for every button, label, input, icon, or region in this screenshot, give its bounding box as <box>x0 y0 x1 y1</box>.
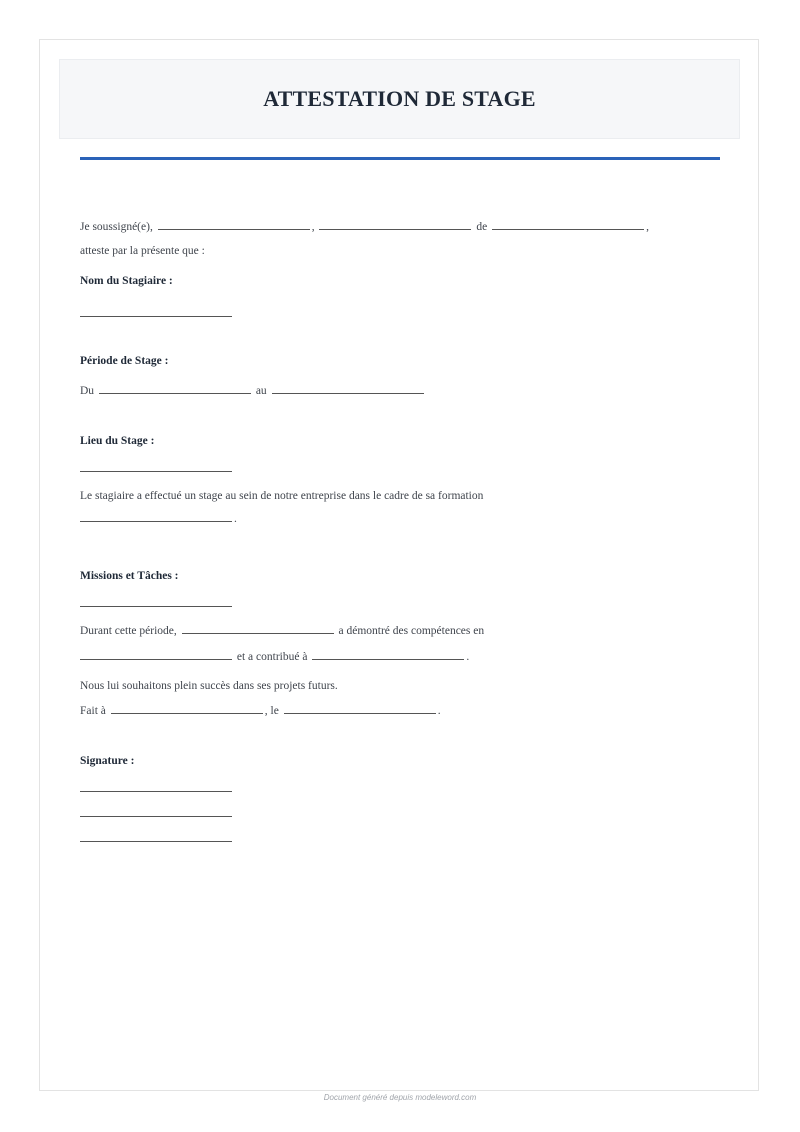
blank-field[interactable] <box>272 383 424 394</box>
fait-line <box>80 703 441 719</box>
signature-line <box>80 806 234 822</box>
blank-field[interactable] <box>80 781 232 792</box>
au-label: au <box>255 385 267 397</box>
blank-field[interactable] <box>80 461 232 472</box>
title-banner <box>59 59 740 139</box>
lieu-line <box>80 461 234 477</box>
blank-field[interactable] <box>80 306 232 317</box>
blank-field[interactable] <box>99 383 251 394</box>
periode-line <box>80 383 426 399</box>
comma: , <box>646 221 649 233</box>
blank-field[interactable] <box>492 219 644 230</box>
competences-line <box>80 649 469 665</box>
document-page <box>39 39 759 1091</box>
intro-line <box>80 219 649 235</box>
formation-line <box>80 511 237 527</box>
blank-field[interactable] <box>182 623 334 634</box>
blank-field[interactable] <box>80 831 232 842</box>
le-label: , le <box>264 705 279 717</box>
durant-text: Durant cette période, <box>80 625 177 637</box>
accent-divider <box>80 157 720 160</box>
intro-de: de <box>476 221 488 233</box>
intro-line-2: atteste par la présente que : <box>80 245 205 257</box>
heading-periode: Période de Stage : <box>80 355 169 367</box>
heading-missions: Missions et Tâches : <box>80 570 179 582</box>
intro-text: Je soussigné(e), <box>80 221 153 233</box>
fait-label: Fait à <box>80 705 106 717</box>
blank-field[interactable] <box>80 806 232 817</box>
blank-field[interactable] <box>312 649 464 660</box>
blank-field[interactable] <box>80 511 232 522</box>
blank-field[interactable] <box>80 596 232 607</box>
period: . <box>437 705 441 717</box>
blank-field[interactable] <box>80 649 232 660</box>
blank-field[interactable] <box>158 219 310 230</box>
nom-line <box>80 306 234 322</box>
signature-line <box>80 831 234 847</box>
missions-line <box>80 596 234 612</box>
signature-line <box>80 781 234 797</box>
heading-signature: Signature : <box>80 755 135 767</box>
formation-text: Le stagiaire a effectué un stage au sein de notre entreprise dans le cadre de sa formation <box>80 490 484 502</box>
footer-credit: Document généré depuis modeleword.com <box>323 1093 477 1102</box>
comma: , <box>311 221 315 233</box>
souhaits-text: Nous lui souhaitons plein succès dans ses projets futurs. <box>80 680 338 692</box>
blank-field[interactable] <box>284 703 436 714</box>
du-label: Du <box>80 385 95 397</box>
document-title: ATTESTATION DE STAGE <box>263 86 536 111</box>
durant-line <box>80 623 484 639</box>
heading-nom: Nom du Stagiaire : <box>80 275 173 287</box>
contribue-text: et a contribué à <box>236 651 308 663</box>
heading-lieu: Lieu du Stage : <box>80 435 155 447</box>
period: . <box>234 513 237 525</box>
blank-field[interactable] <box>319 219 471 230</box>
durant-suffix: a démontré des compétences en <box>338 625 485 637</box>
blank-field[interactable] <box>111 703 263 714</box>
period: . <box>466 651 470 663</box>
